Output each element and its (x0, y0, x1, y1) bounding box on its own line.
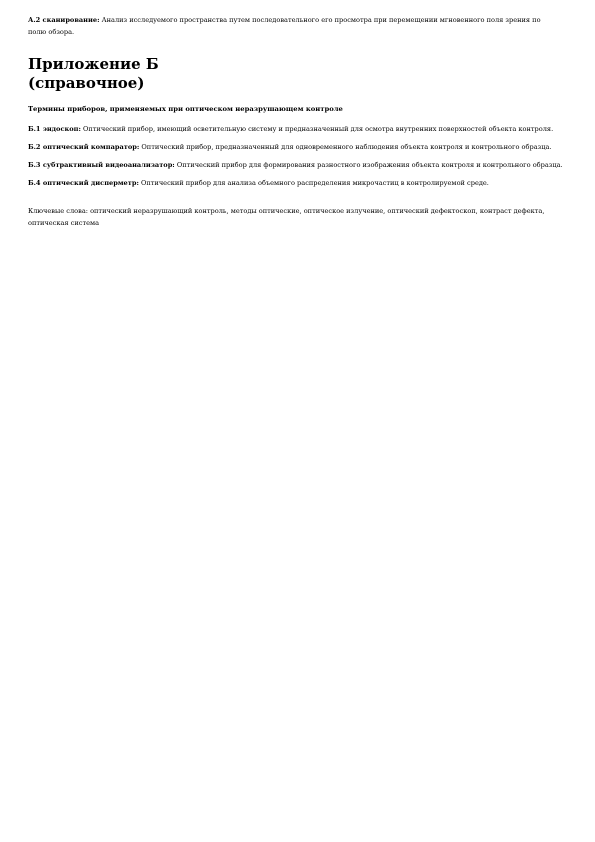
definition-b4-term: Б.4 оптический дисперметр: (28, 179, 139, 187)
appendix-subtitle: Термины приборов, применяемых при оптическом неразрушающем контроле (28, 105, 343, 113)
definition-b2-text: Оптический прибор, предназначенный для одновременного наблюдения объекта контроля и контрольного образца. (139, 143, 552, 151)
appendix-title-line2: (справочное) (28, 74, 145, 92)
definition-b3-text: Оптический прибор для формирования разностного изображения объекта контроля и контрольного образца. (174, 161, 563, 169)
definition-b4 (28, 177, 568, 189)
definition-b1-term: Б.1 эндоскоп: (28, 125, 81, 133)
definition-b3-term: Б.3 субтрактивный видеоанализатор: (28, 161, 175, 169)
definition-b1-text: Оптический прибор, имеющий осветительную систему и предназначенный для осмотра внутренних поверхностей объекта контроля. (80, 125, 554, 133)
definition-a2-term: А.2 сканирование: (28, 16, 100, 24)
definition-b2 (28, 141, 568, 153)
definition-a2-text: Анализ исследуемого пространства путем последовательного его просмотра при перемещении мгновенного поля зрения по полю обзора. (28, 16, 541, 36)
definition-b2-term: Б.2 оптический компаратор: (28, 143, 140, 151)
document-page (28, 14, 568, 229)
appendix-title (28, 55, 568, 93)
appendix-title-line1: Приложение Б (28, 55, 159, 73)
keywords: Ключевые слова: оптический неразрушающий контроль, методы оптические, оптическое излучение, оптический дефектоскоп, контраст дефекта, оптическая система (28, 207, 545, 227)
definition-b3 (28, 159, 568, 171)
definition-a2 (28, 14, 558, 38)
definition-b4-text: Оптический прибор для анализа объемного распределения микрочастиц в контролируемой среде. (138, 179, 489, 187)
definition-b1 (28, 123, 568, 135)
